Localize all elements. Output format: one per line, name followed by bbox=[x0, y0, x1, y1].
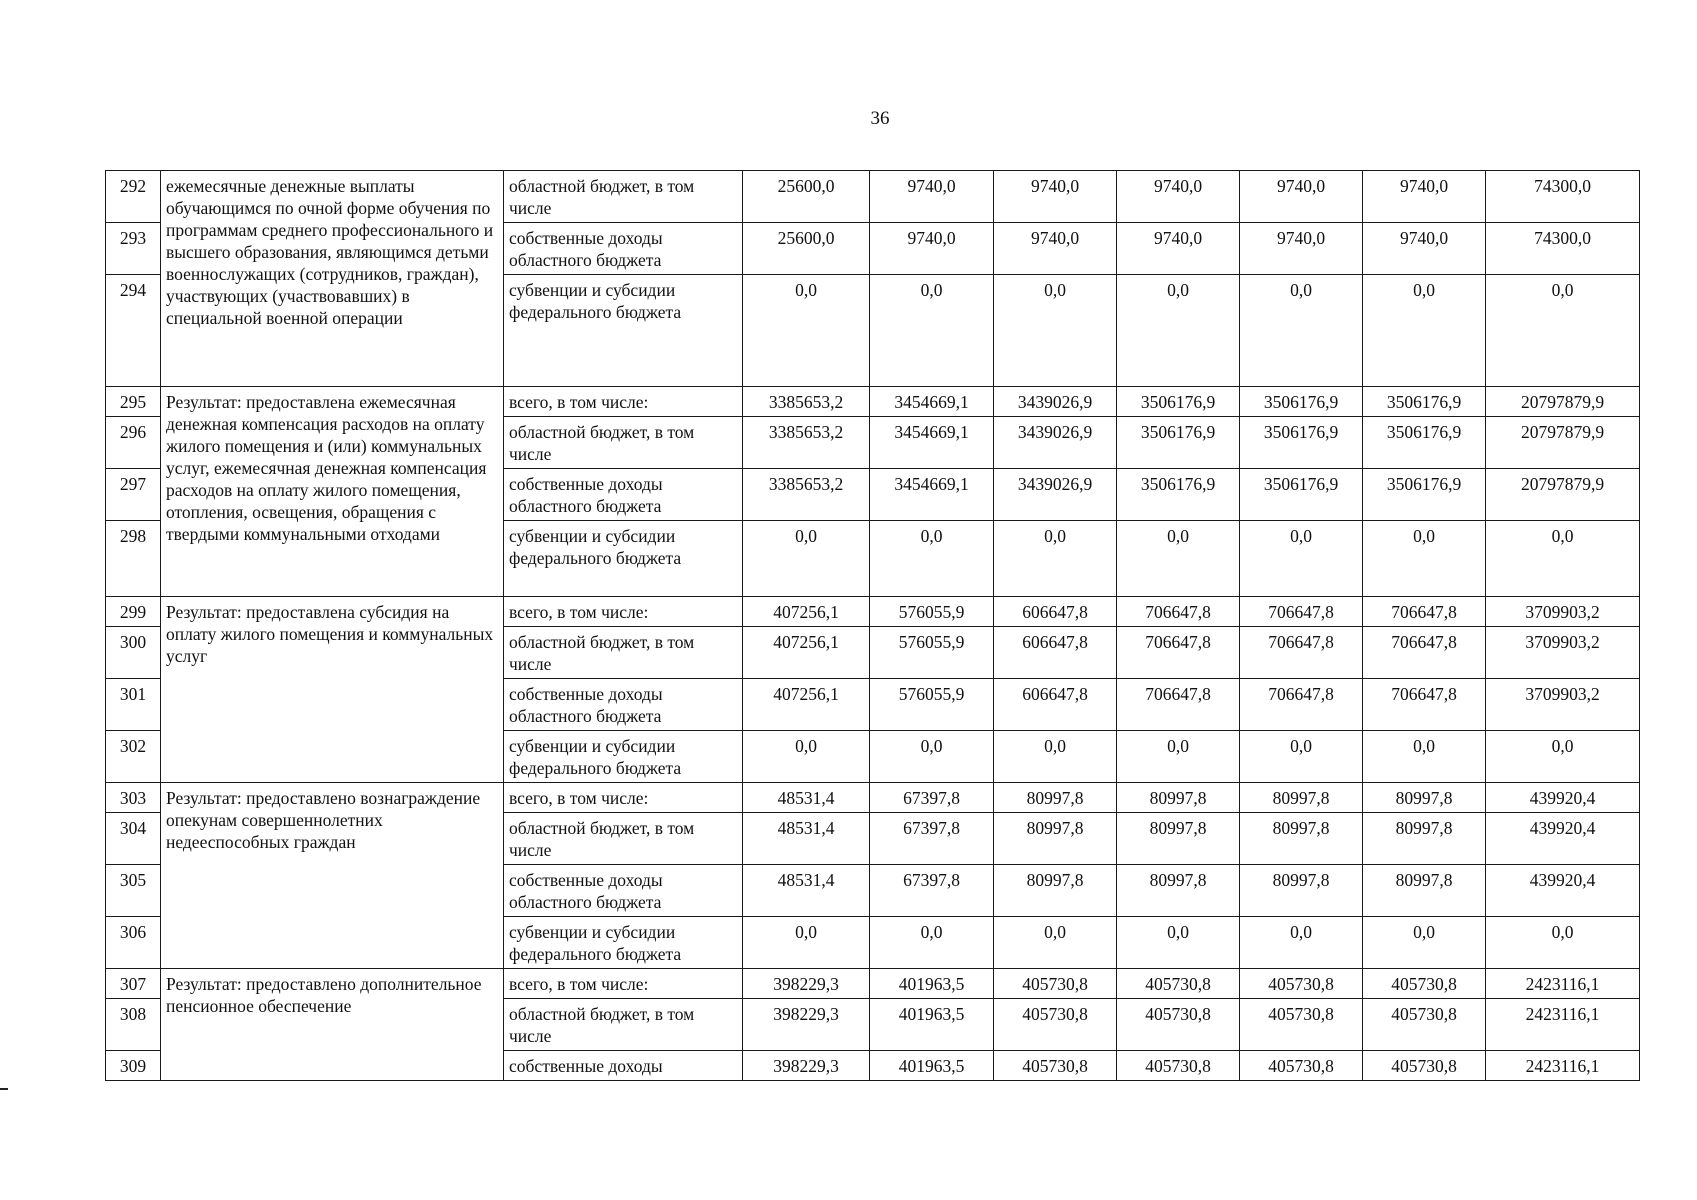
value-cell: 25600,0 bbox=[743, 223, 870, 275]
funding-source: субвенции и субсидии федерального бюджета bbox=[504, 521, 743, 597]
row-number: 303 bbox=[106, 783, 161, 813]
value-cell: 0,0 bbox=[1117, 521, 1240, 597]
value-cell: 0,0 bbox=[1240, 275, 1363, 387]
value-cell: 80997,8 bbox=[1363, 865, 1486, 917]
value-cell: 9740,0 bbox=[1117, 171, 1240, 223]
value-cell: 3506176,9 bbox=[1363, 417, 1486, 469]
value-cell: 9740,0 bbox=[994, 223, 1117, 275]
value-cell: 0,0 bbox=[870, 917, 994, 969]
value-cell: 576055,9 bbox=[870, 627, 994, 679]
value-cell: 0,0 bbox=[1363, 275, 1486, 387]
row-number: 296 bbox=[106, 417, 161, 469]
value-cell: 80997,8 bbox=[1117, 813, 1240, 865]
value-cell: 3385653,2 bbox=[743, 387, 870, 417]
value-cell: 706647,8 bbox=[1117, 597, 1240, 627]
value-cell: 401963,5 bbox=[870, 1051, 994, 1081]
table-row bbox=[106, 783, 1640, 813]
value-cell: 3385653,2 bbox=[743, 469, 870, 521]
table-row bbox=[106, 171, 1640, 223]
value-cell: 405730,8 bbox=[1240, 999, 1363, 1051]
total-cell: 20797879,9 bbox=[1486, 417, 1640, 469]
value-cell: 3439026,9 bbox=[994, 417, 1117, 469]
result-description: Результат: предоставлено вознаграждение опекунам совершеннолетних недееспособных граждан bbox=[161, 783, 504, 969]
value-cell: 606647,8 bbox=[994, 597, 1117, 627]
value-cell: 48531,4 bbox=[743, 813, 870, 865]
funding-source: собственные доходы областного бюджета bbox=[504, 865, 743, 917]
funding-source: областной бюджет, в том числе bbox=[504, 417, 743, 469]
value-cell: 0,0 bbox=[1363, 731, 1486, 783]
row-number: 298 bbox=[106, 521, 161, 597]
value-cell: 3454669,1 bbox=[870, 387, 994, 417]
value-cell: 80997,8 bbox=[994, 813, 1117, 865]
row-number: 308 bbox=[106, 999, 161, 1051]
total-cell: 2423116,1 bbox=[1486, 999, 1640, 1051]
total-cell: 439920,4 bbox=[1486, 865, 1640, 917]
funding-source: всего, в том числе: bbox=[504, 783, 743, 813]
value-cell: 9740,0 bbox=[1240, 171, 1363, 223]
table-row bbox=[106, 387, 1640, 417]
value-cell: 706647,8 bbox=[1240, 597, 1363, 627]
value-cell: 80997,8 bbox=[994, 783, 1117, 813]
row-number: 301 bbox=[106, 679, 161, 731]
value-cell: 80997,8 bbox=[1240, 783, 1363, 813]
value-cell: 3439026,9 bbox=[994, 469, 1117, 521]
funding-source: областной бюджет, в том числе bbox=[504, 627, 743, 679]
value-cell: 0,0 bbox=[743, 275, 870, 387]
value-cell: 3506176,9 bbox=[1240, 417, 1363, 469]
result-description: ежемесячные денежные выплаты обучающимся по очной форме обучения по программам среднего профессионального и высшего образования, являющимся детьми военнослужащих (сотрудников, граждан), участвующих (участвовавших) в специальной военной операции bbox=[161, 171, 504, 387]
row-number: 307 bbox=[106, 969, 161, 999]
funding-source: всего, в том числе: bbox=[504, 387, 743, 417]
value-cell: 67397,8 bbox=[870, 813, 994, 865]
value-cell: 3506176,9 bbox=[1240, 387, 1363, 417]
value-cell: 405730,8 bbox=[994, 999, 1117, 1051]
value-cell: 405730,8 bbox=[1363, 999, 1486, 1051]
value-cell: 9740,0 bbox=[1363, 223, 1486, 275]
row-number: 292 bbox=[106, 171, 161, 223]
total-cell: 74300,0 bbox=[1486, 223, 1640, 275]
value-cell: 398229,3 bbox=[743, 1051, 870, 1081]
value-cell: 0,0 bbox=[1363, 917, 1486, 969]
value-cell: 706647,8 bbox=[1240, 627, 1363, 679]
total-cell: 439920,4 bbox=[1486, 783, 1640, 813]
value-cell: 0,0 bbox=[1240, 731, 1363, 783]
total-cell: 3709903,2 bbox=[1486, 627, 1640, 679]
value-cell: 606647,8 bbox=[994, 627, 1117, 679]
value-cell: 398229,3 bbox=[743, 969, 870, 999]
total-cell: 74300,0 bbox=[1486, 171, 1640, 223]
funding-source: субвенции и субсидии федерального бюджета bbox=[504, 275, 743, 387]
value-cell: 706647,8 bbox=[1363, 627, 1486, 679]
funding-source: всего, в том числе: bbox=[504, 597, 743, 627]
value-cell: 576055,9 bbox=[870, 597, 994, 627]
value-cell: 405730,8 bbox=[1117, 969, 1240, 999]
row-number: 306 bbox=[106, 917, 161, 969]
value-cell: 80997,8 bbox=[1363, 813, 1486, 865]
value-cell: 0,0 bbox=[1117, 917, 1240, 969]
value-cell: 405730,8 bbox=[1117, 999, 1240, 1051]
total-cell: 3709903,2 bbox=[1486, 597, 1640, 627]
value-cell: 3506176,9 bbox=[1117, 469, 1240, 521]
value-cell: 3439026,9 bbox=[994, 387, 1117, 417]
budget-table bbox=[105, 170, 1640, 1081]
value-cell: 67397,8 bbox=[870, 865, 994, 917]
row-number: 302 bbox=[106, 731, 161, 783]
total-cell: 0,0 bbox=[1486, 275, 1640, 387]
total-cell: 0,0 bbox=[1486, 731, 1640, 783]
total-cell: 0,0 bbox=[1486, 917, 1640, 969]
funding-source: областной бюджет, в том числе bbox=[504, 999, 743, 1051]
value-cell: 401963,5 bbox=[870, 969, 994, 999]
value-cell: 0,0 bbox=[743, 917, 870, 969]
total-cell: 3709903,2 bbox=[1486, 679, 1640, 731]
value-cell: 407256,1 bbox=[743, 679, 870, 731]
value-cell: 0,0 bbox=[743, 731, 870, 783]
value-cell: 405730,8 bbox=[1117, 1051, 1240, 1081]
value-cell: 405730,8 bbox=[994, 969, 1117, 999]
value-cell: 0,0 bbox=[1240, 521, 1363, 597]
row-number: 294 bbox=[106, 275, 161, 387]
value-cell: 48531,4 bbox=[743, 865, 870, 917]
row-number: 293 bbox=[106, 223, 161, 275]
value-cell: 405730,8 bbox=[1363, 969, 1486, 999]
funding-source: собственные доходы областного бюджета bbox=[504, 679, 743, 731]
funding-source: субвенции и субсидии федерального бюджета bbox=[504, 731, 743, 783]
value-cell: 706647,8 bbox=[1363, 679, 1486, 731]
value-cell: 706647,8 bbox=[1363, 597, 1486, 627]
value-cell: 3385653,2 bbox=[743, 417, 870, 469]
total-cell: 20797879,9 bbox=[1486, 469, 1640, 521]
value-cell: 405730,8 bbox=[994, 1051, 1117, 1081]
value-cell: 80997,8 bbox=[1363, 783, 1486, 813]
value-cell: 606647,8 bbox=[994, 679, 1117, 731]
row-number: 304 bbox=[106, 813, 161, 865]
margin-mark bbox=[0, 1088, 8, 1090]
value-cell: 706647,8 bbox=[1117, 627, 1240, 679]
value-cell: 706647,8 bbox=[1117, 679, 1240, 731]
value-cell: 80997,8 bbox=[1117, 783, 1240, 813]
value-cell: 0,0 bbox=[743, 521, 870, 597]
value-cell: 9740,0 bbox=[1117, 223, 1240, 275]
funding-source: субвенции и субсидии федерального бюджета bbox=[504, 917, 743, 969]
page-number: 36 bbox=[870, 108, 890, 129]
value-cell: 407256,1 bbox=[743, 627, 870, 679]
value-cell: 576055,9 bbox=[870, 679, 994, 731]
value-cell: 80997,8 bbox=[1240, 865, 1363, 917]
value-cell: 9740,0 bbox=[1363, 171, 1486, 223]
value-cell: 3506176,9 bbox=[1240, 469, 1363, 521]
value-cell: 0,0 bbox=[1240, 917, 1363, 969]
value-cell: 3454669,1 bbox=[870, 417, 994, 469]
funding-source: всего, в том числе: bbox=[504, 969, 743, 999]
value-cell: 3506176,9 bbox=[1117, 417, 1240, 469]
funding-source: собственные доходы bbox=[504, 1051, 743, 1081]
row-number: 305 bbox=[106, 865, 161, 917]
result-description: Результат: предоставлено дополнительное пенсионное обеспечение bbox=[161, 969, 504, 1081]
value-cell: 0,0 bbox=[994, 917, 1117, 969]
value-cell: 407256,1 bbox=[743, 597, 870, 627]
row-number: 299 bbox=[106, 597, 161, 627]
value-cell: 405730,8 bbox=[1240, 969, 1363, 999]
value-cell: 25600,0 bbox=[743, 171, 870, 223]
row-number: 297 bbox=[106, 469, 161, 521]
value-cell: 0,0 bbox=[870, 275, 994, 387]
value-cell: 3506176,9 bbox=[1117, 387, 1240, 417]
total-cell: 2423116,1 bbox=[1486, 1051, 1640, 1081]
value-cell: 3506176,9 bbox=[1363, 469, 1486, 521]
value-cell: 0,0 bbox=[994, 731, 1117, 783]
funding-source: собственные доходы областного бюджета bbox=[504, 469, 743, 521]
result-description: Результат: предоставлена субсидия на оплату жилого помещения и коммунальных услуг bbox=[161, 597, 504, 783]
value-cell: 9740,0 bbox=[870, 171, 994, 223]
value-cell: 80997,8 bbox=[1117, 865, 1240, 917]
table-row bbox=[106, 969, 1640, 999]
funding-source: собственные доходы областного бюджета bbox=[504, 223, 743, 275]
value-cell: 80997,8 bbox=[1240, 813, 1363, 865]
value-cell: 67397,8 bbox=[870, 783, 994, 813]
value-cell: 80997,8 bbox=[994, 865, 1117, 917]
value-cell: 0,0 bbox=[1363, 521, 1486, 597]
value-cell: 9740,0 bbox=[870, 223, 994, 275]
value-cell: 706647,8 bbox=[1240, 679, 1363, 731]
value-cell: 0,0 bbox=[994, 521, 1117, 597]
row-number: 300 bbox=[106, 627, 161, 679]
value-cell: 401963,5 bbox=[870, 999, 994, 1051]
value-cell: 9740,0 bbox=[994, 171, 1117, 223]
funding-source: областной бюджет, в том числе bbox=[504, 171, 743, 223]
value-cell: 48531,4 bbox=[743, 783, 870, 813]
value-cell: 3506176,9 bbox=[1363, 387, 1486, 417]
value-cell: 0,0 bbox=[870, 731, 994, 783]
total-cell: 2423116,1 bbox=[1486, 969, 1640, 999]
value-cell: 405730,8 bbox=[1240, 1051, 1363, 1081]
row-number: 295 bbox=[106, 387, 161, 417]
row-number: 309 bbox=[106, 1051, 161, 1081]
value-cell: 9740,0 bbox=[1240, 223, 1363, 275]
funding-source: областной бюджет, в том числе bbox=[504, 813, 743, 865]
value-cell: 0,0 bbox=[994, 275, 1117, 387]
value-cell: 398229,3 bbox=[743, 999, 870, 1051]
table-row bbox=[106, 597, 1640, 627]
value-cell: 0,0 bbox=[1117, 275, 1240, 387]
total-cell: 20797879,9 bbox=[1486, 387, 1640, 417]
value-cell: 405730,8 bbox=[1363, 1051, 1486, 1081]
value-cell: 0,0 bbox=[1117, 731, 1240, 783]
value-cell: 3454669,1 bbox=[870, 469, 994, 521]
result-description: Результат: предоставлена ежемесячная денежная компенсация расходов на оплату жилого помещения и (или) коммунальных услуг, ежемесячная денежная компенсация расходов на оплату жилого помещения, отопления, освещения, обращения с твердыми коммунальными отходами bbox=[161, 387, 504, 597]
total-cell: 439920,4 bbox=[1486, 813, 1640, 865]
total-cell: 0,0 bbox=[1486, 521, 1640, 597]
value-cell: 0,0 bbox=[870, 521, 994, 597]
